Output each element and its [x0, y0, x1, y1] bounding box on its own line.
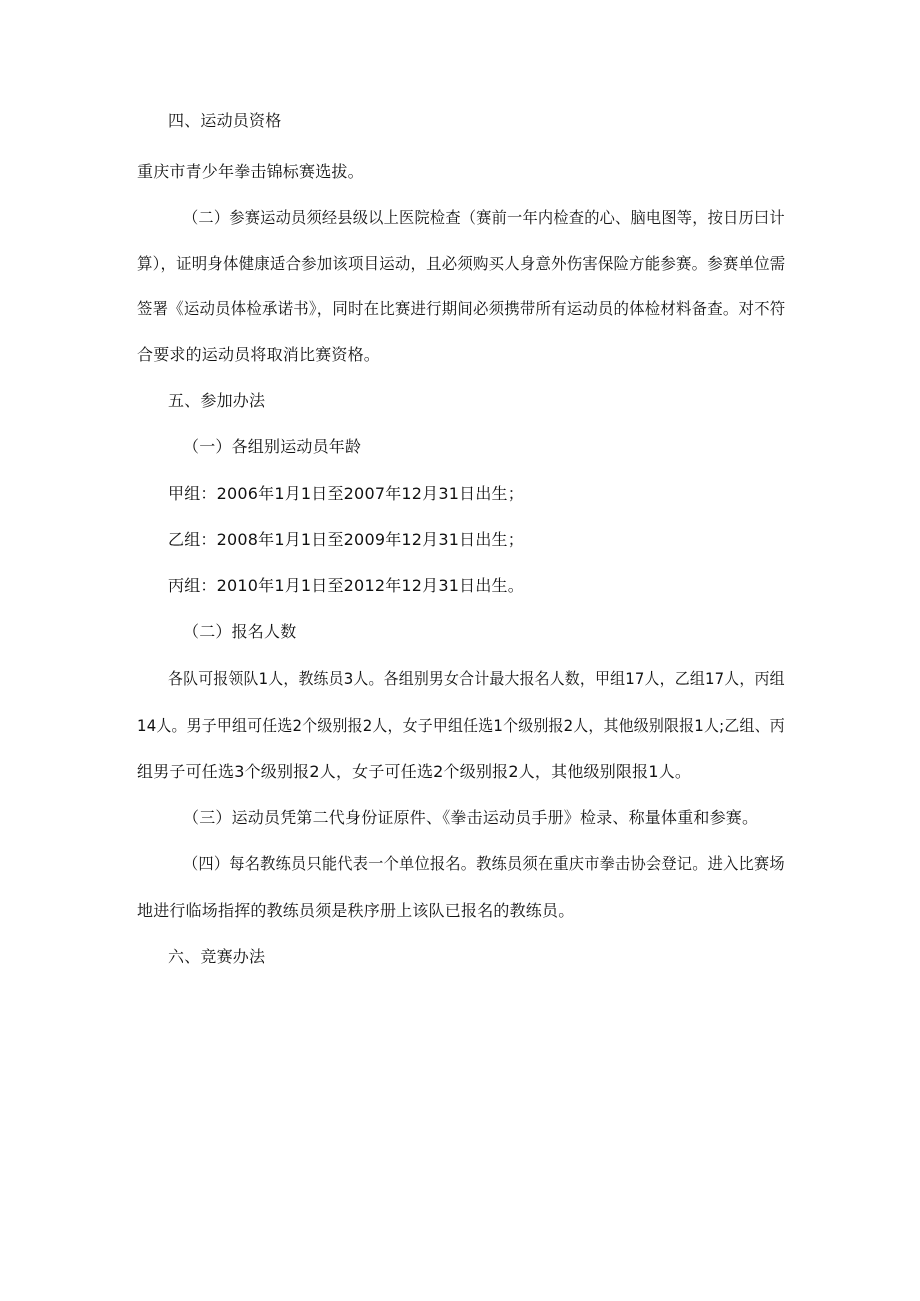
- sub2-title: （二）报名人数: [183, 622, 297, 641]
- sub4-line-2: 地进行临场指挥的教练员须是秩序册上该队已报名的教练员。: [137, 901, 575, 920]
- item2-line-2: 算），证明身体健康适合参加该项目运动，且必须购买人身意外伤害保险方能参赛。参赛单位需: [137, 254, 786, 273]
- section-4-heading: 四、运动员资格: [168, 111, 282, 130]
- selection-line: 重庆市青少年拳击锦标赛选拔。: [137, 162, 364, 181]
- item2-line-4: 合要求的运动员将取消比赛资格。: [137, 345, 381, 364]
- sub2-line-1: 各队可报领队1人，教练员3人。各组别男女合计最大报名人数，甲组17人，乙组17人，丙组: [168, 669, 785, 688]
- sub4-line-1: （四）每名教练员只能代表一个单位报名。教练员须在重庆市拳击协会登记。进入比赛场: [183, 854, 785, 873]
- group-yi: 乙组：2008年1月1日至2009年12月31日出生；: [168, 530, 524, 549]
- sub1-title: （一）各组别运动员年龄: [183, 437, 362, 456]
- group-bing: 丙组：2010年1月1日至2012年12月31日出生。: [168, 576, 524, 595]
- sub3-line: （三）运动员凭第二代身份证原件、《拳击运动员手册》检录、称量体重和参赛。: [183, 808, 759, 827]
- group-jia: 甲组：2006年1月1日至2007年12月31日出生；: [168, 484, 524, 503]
- sub2-line-3: 组男子可任选3个级别报2人，女子可任选2个级别报2人，其他级别限报1人。: [137, 762, 692, 781]
- sub2-line-2: 14人。男子甲组可任选2个级别报2人，女子甲组任选1个级别报2人，其他级别限报1人;乙组、丙: [137, 716, 785, 735]
- section-6-heading: 六、竞赛办法: [168, 947, 266, 966]
- item2-line-1: （二）参赛运动员须经县级以上医院检查（赛前一年内检查的心、脑电图等，按日历曰计: [183, 208, 785, 227]
- item2-line-3: 签署《运动员体检承诺书》，同时在比赛进行期间必须携带所有运动员的体检材料备查。对不符: [137, 299, 786, 318]
- section-5-heading: 五、参加办法: [168, 391, 266, 410]
